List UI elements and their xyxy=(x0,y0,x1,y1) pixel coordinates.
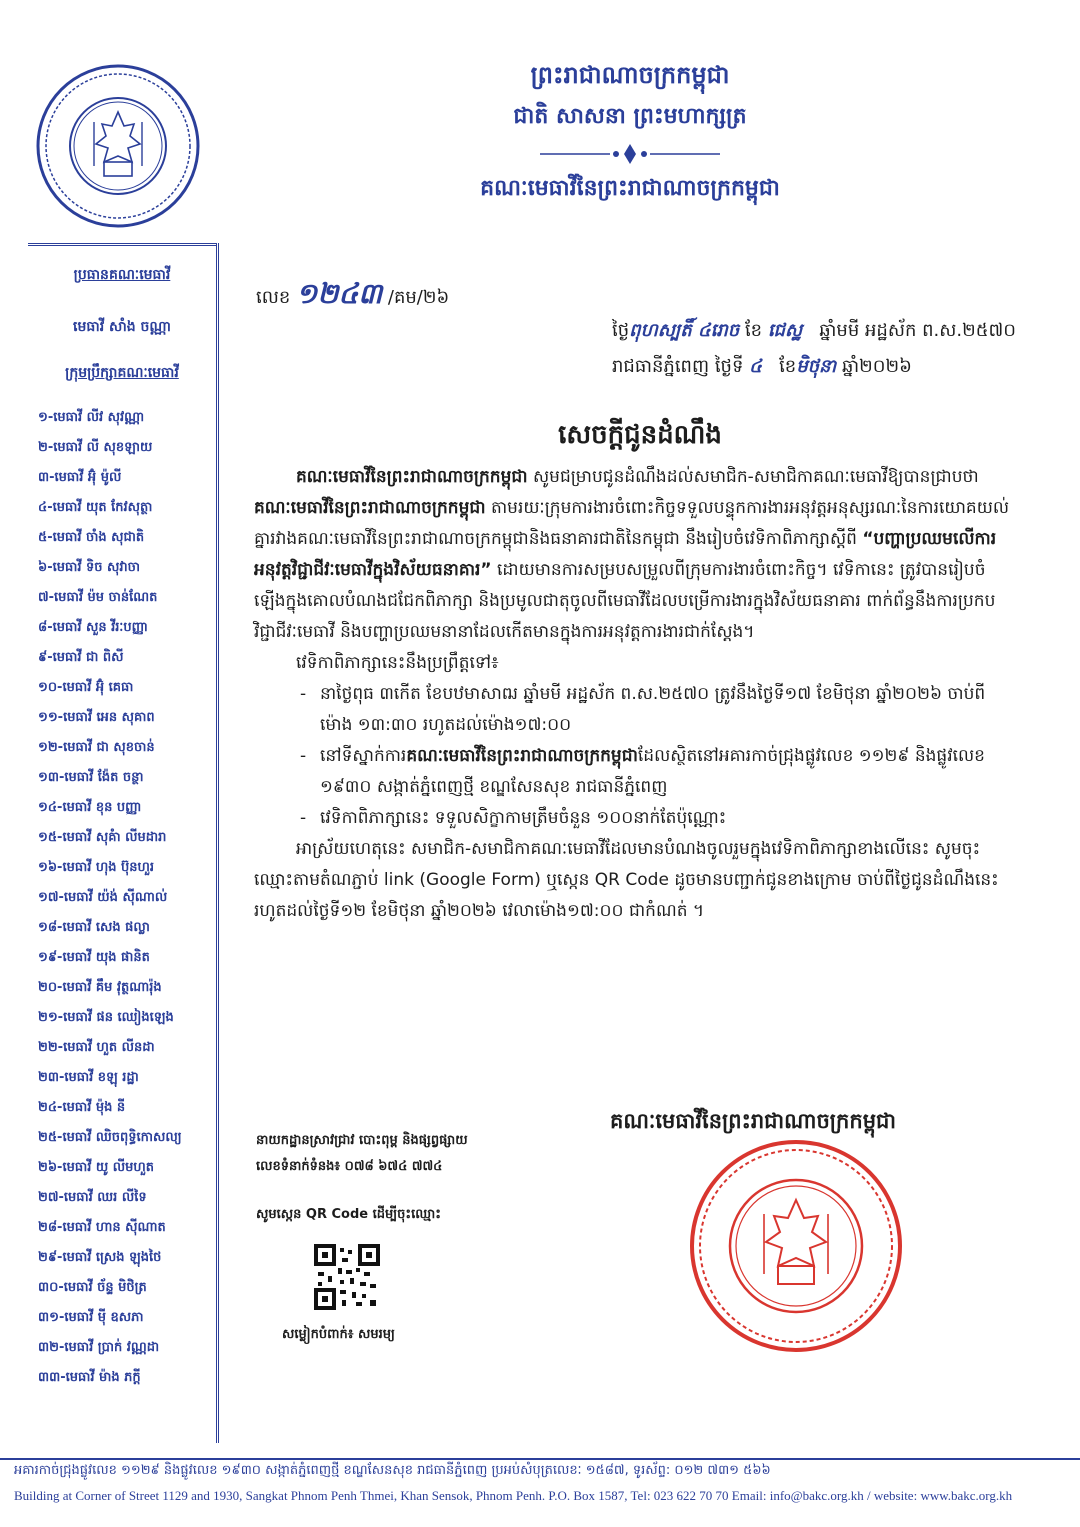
bullet-location-b: ដែលស្ថិតនៅអគារកាច់ជ្រុងផ្លូវលេខ ១១២៩ និងផ្លូវលេខ ១៩៣០ សង្កាត់ភ្នំពេញថ្មី ខណ្ឌសែនសុខ រាជធានីភ្នំពេញ xyxy=(320,746,985,797)
paragraph-intro-c: ដោយមានការសម្របសម្រួលពីក្រុមការងារចំពោះកិច្ច។ វេទិកានេះ ត្រូវបានរៀបចំឡើងក្នុងគោលបំណងជជែកពិភាក្សា និងប្រមូលជាតុចូលពីមេធាវីដែលបម្រើការងារក្នុងវិស័យធនាគារ ពាក់ព័ន្ធនឹងការប្រកបវិជ្ជាជីវៈមេធាវី និងបញ្ហាប្រឈមនានាដែលកើតមានក្នុងការអនុវត្តការងារជាក់ស្តែង។ xyxy=(254,560,996,642)
reference-prefix: លេខ xyxy=(256,287,291,308)
solar-date xyxy=(612,354,912,381)
org-name-bold-3: គណៈមេធាវីនៃព្រះរាជាណាចក្រកម្ពុជា xyxy=(406,746,638,766)
council-member-item: ១៩-មេធាវី យុង ផានិត xyxy=(38,950,150,965)
council-member-item: ២៤-មេធាវី ម៉ុង នី xyxy=(38,1100,126,1115)
council-member-item: ១២-មេធាវី ជា សុខចាន់ xyxy=(38,740,155,755)
national-motto: ជាតិ សាសនា ព្រះមហាក្សត្រ xyxy=(513,104,747,129)
solar-month-label: ខែ xyxy=(779,356,797,377)
council-member-item: ២-មេធាវី លី សុខឡាយ xyxy=(38,440,153,455)
lunar-month: ជេស្ឋ xyxy=(767,320,803,341)
solar-month: មិថុនា xyxy=(796,356,837,377)
council-member-item: ២៨-មេធាវី ហាន ស៊ីណាត xyxy=(38,1220,166,1235)
council-member-item: ២៦-មេធាវី យូ លីមហួត xyxy=(38,1160,155,1175)
president-name: មេធាវី សាំង ចណ្ណា xyxy=(73,319,171,335)
council-member-item: ១៣-មេធាវី ង៉ែត ចន្ថា xyxy=(38,770,144,785)
sidebar-top-border xyxy=(28,243,216,246)
council-member-item: ៥-មេធាវី ចាំង សុជាតិ xyxy=(38,530,145,545)
council-member-item: ២០-មេធាវី គឹម វុត្ថណារ៉ុង xyxy=(38,980,162,995)
reference-suffix: /គម/២៦ xyxy=(387,287,450,308)
council-member-item: ១១-មេធាវី អេន សុគាព xyxy=(38,710,155,725)
council-sidebar xyxy=(28,243,219,1443)
contact-info xyxy=(256,1128,468,1180)
reference-number xyxy=(256,276,449,317)
council-member-item: ៣១-មេធាវី ម៉ី ឧសភា xyxy=(38,1310,144,1325)
lunar-day: ពុហស្បតិ៍ ៤រោច xyxy=(629,320,740,341)
contact-department: នាយកដ្ឋានស្រាវជ្រាវ បោះពុម្ព និងផ្សព្វផ្សាយ xyxy=(256,1133,468,1148)
reference-handwritten-number: ១២៤៣ xyxy=(296,277,383,310)
council-member-item: ១៨-មេធាវី សេង ផល្លា xyxy=(38,920,150,935)
footer-address-khmer: អគារកាច់ជ្រុងផ្លូវលេខ ១១២៩ និងផ្លូវលេខ ១៩៣០ សង្កាត់ភ្នំពេញថ្មី ខណ្ឌសែនសុខ រាជធានីភ្នំពេញ ប្រអប់សំបុត្រលេខៈ ១៥៨៧, ទូរស័ព្ទ: ០១២ ៧៣១ ៥៦៦ xyxy=(14,1463,771,1478)
lunar-month-label: ខែ xyxy=(744,320,763,341)
council-member-item: ១-មេធាវី លីវ សុវណ្ណា xyxy=(38,410,145,425)
lunar-date xyxy=(612,318,1016,345)
footer-divider xyxy=(0,1458,1080,1460)
official-red-seal xyxy=(686,1136,906,1356)
bullet-location xyxy=(254,741,1014,803)
document-title: សេចក្តីជូនដំណឹង xyxy=(558,420,722,450)
paragraph-registration: អាស្រ័យហេតុនេះ សមាជិក-សមាជិកាគណៈមេធាវីដែលមានបំណងចូលរួមក្នុងវេទិកាពិភាក្សាខាងលើនេះ សូមចុះឈ្មោះតាមតំណភ្ជាប់ link (Google Form) ឬស្កេន QR Code ដូចមានបញ្ជាក់ជូនខាងក្រោម ចាប់ពីថ្ងៃជូនដំណឹងនេះរហូតដល់ថ្ងៃទី១២ ខែមិថុនា ឆ្នាំ២០២៦ វេលាម៉ោង១៧:០០ ជាកំណត់ ។ xyxy=(254,839,999,921)
org-name-bold-2: គណៈមេធាវីនៃព្រះរាជាណាចក្រកម្ពុជា xyxy=(254,498,486,518)
solar-year: ឆ្នាំ២០២៦ xyxy=(841,356,912,377)
paragraph-intro-b: តាមរយៈក្រុមការងារចំពោះកិច្ចទទួលបន្ទុកការងារអនុវត្តអនុស្សរណៈនៃការយោគយល់គ្នារវាងគណៈមេធាវីនៃព្រះរាជាណាចក្រកម្ពុជានិងធនាគារជាតិនៃកម្ពុជា នឹងរៀបចំវេទិកាពិភាក្សាស្តីពី xyxy=(254,498,1010,549)
council-member-item: ៣-មេធាវី អ៊ុំ ម៉ូលី xyxy=(38,470,122,485)
council-member-item: ២១-មេធាវី ផន ឈៀងឡេង xyxy=(38,1010,174,1025)
ornament-divider-icon xyxy=(540,142,720,166)
council-member-item: ៦-មេធាវី ទិច សុវាចា xyxy=(38,560,141,575)
council-member-item: ១៧-មេធាវី យ៉ង់ ស៊ីណាល់ xyxy=(38,890,168,905)
solar-day: ៤ xyxy=(749,356,762,377)
kingdom-heading: ព្រះរាជាណាចក្រកម្ពុជា xyxy=(530,61,730,89)
council-member-item: ១៤-មេធាវី ខុន បញ្ញា xyxy=(38,800,142,815)
paragraph-intro xyxy=(254,462,1014,648)
notice-body xyxy=(254,462,1014,927)
council-member-item: ២៣-មេធាវី ខឡុ រដ្ឋា xyxy=(38,1070,139,1085)
footer-address-english: Building at Corner of Street 1129 and 1930, Sangkat Phnom Penh Thmei, Khan Sensok, Phnom Penh. P.O. Box 1587, Tel: 023 622 70 70 Email: info@bakc.org.kh / website: www.bakc.org.kh xyxy=(14,1488,1013,1503)
council-member-item: ៧-មេធាវី ម៉ម ចាន់ណែត xyxy=(38,590,158,605)
paragraph-intro-a: សូមជម្រាបជូនដំណឹងដល់សមាជិក-សមាជិកាគណៈមេធាវីឱ្យបានជ្រាបថា xyxy=(527,467,979,487)
bullet-date: - នាថ្ងៃពុធ ៣កើត ខែបឋមាសាឍ ឆ្នាំមមី អដ្ឋស័ក ព.ស.២៥៧០ ត្រូវនឹងថ្ងៃទី១៧ ខែមិថុនា ឆ្នាំ២០២៦ ចាប់ពីម៉ោង ១៣:៣០ រហូតដល់ម៉ោង១៧:០០ xyxy=(254,679,1014,741)
bullet-location-a: នៅទីស្នាក់ការ xyxy=(320,746,407,766)
dress-code: សម្លៀកបំពាក់៖ សមរម្យ xyxy=(282,1327,395,1342)
council-member-item: ២៩-មេធាវី ស្រេង ឡុងថៃ xyxy=(38,1250,162,1265)
contact-phone: លេខទំនាក់ទំនង៖ ០៧៨ ៦៧៤ ៧៧៤ xyxy=(256,1159,443,1174)
council-member-item: ៨-មេធាវី សួន វីរៈបញ្ញា xyxy=(38,620,148,635)
solar-prefix: រាជធានីភ្នំពេញ ថ្ងៃទី xyxy=(612,356,744,377)
bar-association-logo xyxy=(34,62,202,230)
council-member-list xyxy=(38,403,214,1393)
council-title: ក្រុមប្រឹក្សាគណៈមេធាវី xyxy=(65,365,179,381)
paragraph-schedule-intro: វេទិកាពិភាក្សានេះនឹងប្រព្រឹត្តទៅ៖ xyxy=(296,653,499,673)
council-member-item: ៣៣-មេធាវី ម៉ាង ភក្តី xyxy=(38,1370,141,1385)
council-member-item: ២២-មេធាវី ហួត លីនដា xyxy=(38,1040,155,1055)
registration-qr-code[interactable] xyxy=(314,1244,380,1310)
council-member-item: ៩-មេធាវី ជា ពិសី xyxy=(38,650,124,665)
council-member-item: ១៥-មេធាវី សុគំា លីមដារា xyxy=(38,830,167,845)
bullet-capacity: - វេទិកាពិភាក្សានេះ ទទួលសិក្ខាកាមត្រឹមចំនួន ១០០នាក់តែប៉ុណ្ណោះ xyxy=(254,803,1014,834)
lunar-prefix: ថ្ងៃ xyxy=(612,320,630,341)
lunar-year: ឆ្នាំមមី អដ្ឋស័ក ព.ស.២៥៧០ xyxy=(819,320,1017,341)
president-title: ប្រធានគណៈមេធាវី xyxy=(73,267,171,283)
signoff-organization: គណៈមេធាវីនៃព្រះរាជាណាចក្រកម្ពុជា xyxy=(610,1109,897,1133)
organization-heading: គណៈមេធាវីនៃព្រះរាជាណាចក្រកម្ពុជា xyxy=(480,176,780,201)
org-name-bold: គណៈមេធាវីនៃព្រះរាជាណាចក្រកម្ពុជា xyxy=(296,467,528,487)
council-member-item: ៤-មេធាវី យុត កែវសុត្ថា xyxy=(38,500,153,515)
qr-instruction: សូមស្កេន QR Code ដើម្បីចុះឈ្មោះ xyxy=(256,1207,441,1222)
council-member-item: ២៥-មេធាវី ឈិចពុទ្ធិកោសល្យ xyxy=(38,1130,182,1145)
council-member-item: ២៧-មេធាវី ឈរ លីទៃ xyxy=(38,1190,147,1205)
council-member-item: ១៦-មេធាវី ហុង ប៊ុនហួរ xyxy=(38,860,155,875)
council-member-item: ៣២-មេធាវី ប្រាក់ វណ្ណដា xyxy=(38,1340,160,1355)
council-member-item: ៣០-មេធាវី ច័ន្ទ មិថិត្រ xyxy=(38,1280,147,1295)
council-member-item: ១០-មេធាវី អ៊ុំ គេធា xyxy=(38,680,134,695)
forum-topic: “បញ្ហាប្រឈមលើការអនុវត្តវិជ្ជាជីវៈមេធាវីក្នុងវិស័យធនាគារ” xyxy=(254,529,997,580)
